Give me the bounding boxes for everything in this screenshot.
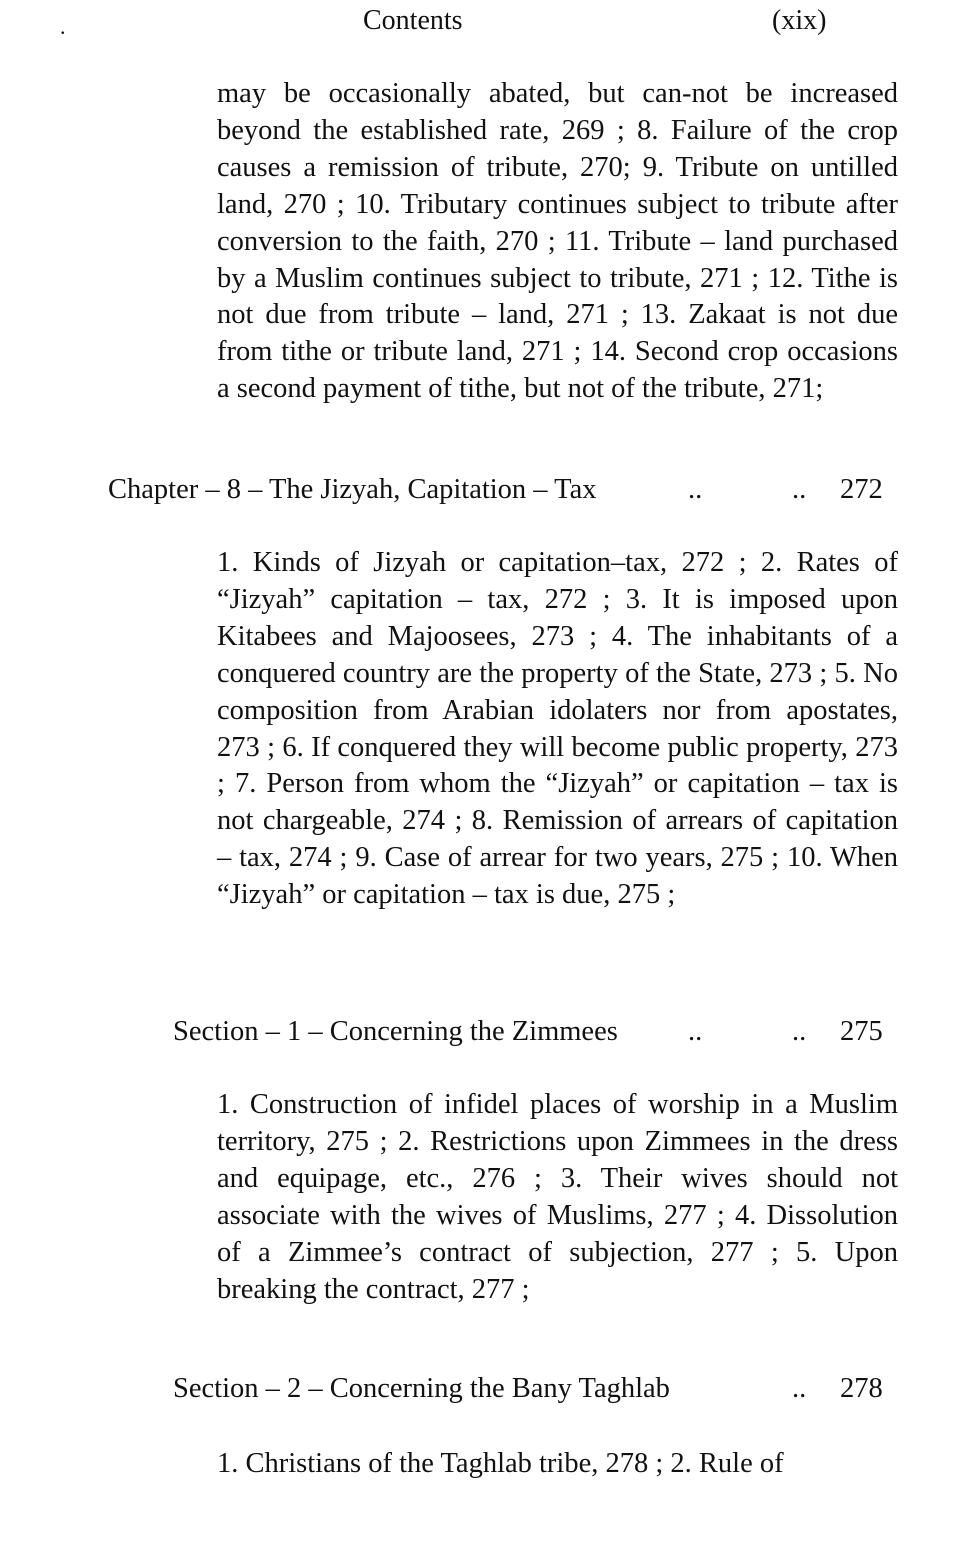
running-header-title: Contents <box>363 5 463 36</box>
toc-entry-title: Chapter – 8 – The Jizyah, Capitation – Tax <box>108 474 597 505</box>
toc-leader-dots: .. <box>792 1016 807 1047</box>
page-mark: . <box>60 14 66 39</box>
contents-paragraph-jizyah: 1. Kinds of Jizyah or capitation–tax, 272 ; 2. Rates of “Jizyah” capitation – tax, 272 ; 3. It is imposed upon Kitabees and Majoosees, 273 ; 4. The inhabitants of a conquered country are the property of the State, 273 ; 5. No composition from Arabian idolaters nor from apostates, 273 ; 6. If conquered they will become public property, 273 ; 7. Person from whom the “Jizyah” or capitation – tax is not chargeable, 274 ; 8. Remission of arrears of capitation – tax, 274 ; 9. Case of arrear for two years, 275 ; 10. When “Jizyah” or capitation – tax is due, 275 ; <box>217 547 898 911</box>
toc-entry-title: Section – 2 – Concerning the Bany Taghlab <box>173 1373 670 1404</box>
toc-leader-dots: .. <box>688 474 703 505</box>
contents-paragraph-zimmees: 1. Construction of infidel places of worship in a Muslim territory, 275 ; 2. Restrictions upon Zimmees in the dress and equipage, etc., 276 ; 3. Their wives should not associate with the wives of Muslims, 277 ; 4. Dissolution of a Zimmee’s contract of subjection, 277 ; 5. Upon breaking the contract, 277 ; <box>217 1089 898 1305</box>
toc-entry-chapter-8 <box>108 473 883 507</box>
toc-page-number: 272 <box>840 474 883 505</box>
toc-page-number: 278 <box>840 1373 883 1404</box>
toc-entry-section-1 <box>173 1015 883 1049</box>
toc-leader-dots: .. <box>688 1016 703 1047</box>
toc-leader-dots: .. <box>792 474 807 505</box>
toc-page-number: 275 <box>840 1016 883 1047</box>
running-header-page-number: (xix) <box>772 5 827 36</box>
contents-paragraph-tribute-continued: may be occasionally abated, but can-not be increased beyond the established rate, 269 ; 8. Failure of the crop causes a remission of tribute, 270; 9. Tribute on untilled land, 270 ; 10. Tributary continues subject to tribute after conversion to the faith, 270 ; 11. Tribute – land purchased by a Muslim continues subject to tribute, 271 ; 12. Tithe is not due from tribute – land, 271 ; 13. Zakaat is not due from tithe or tribute land, 271 ; 14. Second crop occasions a second payment of tithe, but not of the tribute, 271; <box>217 78 898 405</box>
toc-entry-section-2 <box>173 1372 883 1406</box>
contents-paragraph-taghlab: 1. Christians of the Taghlab tribe, 278 ; 2. Rule of <box>217 1448 784 1479</box>
toc-entry-title: Section – 1 – Concerning the Zimmees <box>173 1016 618 1047</box>
toc-leader-dots: .. <box>792 1373 807 1404</box>
